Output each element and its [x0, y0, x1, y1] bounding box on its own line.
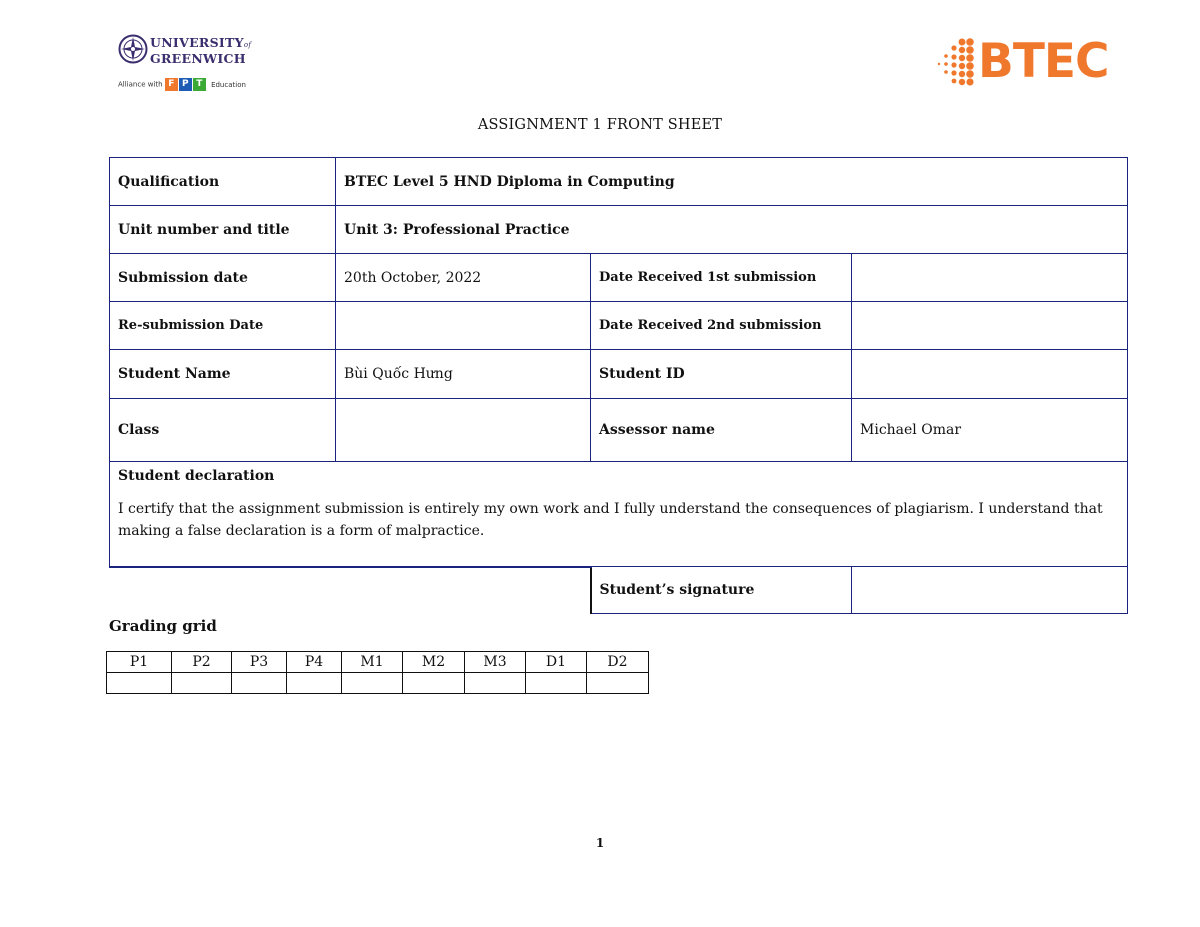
submission-date-row	[110, 254, 1128, 302]
grade-cell-d1	[526, 673, 587, 694]
grading-grid-heading: Grading grid	[109, 617, 217, 635]
assessor-label: Assessor name	[591, 399, 852, 462]
grading-header-row	[107, 652, 649, 673]
student-id-value	[852, 350, 1128, 399]
grade-header-d1: D1	[526, 652, 587, 673]
page-number: 1	[595, 836, 605, 850]
declaration-text: I certify that the assignment submission is entirely my own work and I fully understand the consequences of plagiarism. I understand that making a false declaration is a form of malpractice.	[118, 501, 1103, 539]
date-received-1-label: Date Received 1st submission	[591, 254, 852, 302]
grade-cell-p1	[107, 673, 172, 694]
declaration-row	[110, 462, 1128, 567]
grade-cell-p3	[232, 673, 287, 694]
grade-header-d2: D2	[587, 652, 649, 673]
grading-value-row	[107, 673, 649, 694]
grade-header-p4: P4	[287, 652, 342, 673]
class-label: Class	[110, 399, 336, 462]
submission-date-value: 20th October, 2022	[336, 254, 591, 302]
grade-cell-d2	[587, 673, 649, 694]
grading-grid-table	[106, 651, 649, 694]
qualification-row	[110, 158, 1128, 206]
unit-label: Unit number and title	[110, 206, 336, 254]
front-sheet-table	[109, 157, 1128, 614]
declaration-cell	[110, 462, 1128, 567]
student-id-label: Student ID	[591, 350, 852, 399]
grade-header-p3: P3	[232, 652, 287, 673]
grade-header-p2: P2	[172, 652, 232, 673]
student-name-value: Bùi Quốc Hưng	[336, 350, 591, 399]
university-of-greenwich-logo	[118, 34, 252, 92]
signature-label: Student’s signature	[591, 567, 852, 614]
qualification-value: BTEC Level 5 HND Diploma in Computing	[336, 158, 1128, 206]
date-received-2-value	[852, 302, 1128, 350]
signature-value	[852, 567, 1128, 614]
class-value	[336, 399, 591, 462]
declaration-title: Student declaration	[118, 468, 275, 484]
compass-seal-icon	[118, 34, 148, 64]
assessor-value: Michael Omar	[852, 399, 1128, 462]
resubmission-value	[336, 302, 591, 350]
date-received-2-label: Date Received 2nd submission	[591, 302, 852, 350]
university-name: UNIVERSITYof GREENWICH	[150, 35, 252, 66]
grade-header-m3: M3	[465, 652, 526, 673]
student-name-label: Student Name	[110, 350, 336, 399]
fpt-letter-t: T	[193, 78, 206, 91]
resubmission-label: Re-submission Date	[110, 302, 336, 350]
dot-pattern-icon	[936, 36, 976, 88]
student-row	[110, 350, 1128, 399]
unit-value: Unit 3: Professional Practice	[336, 206, 1128, 254]
signature-spacer	[110, 567, 591, 614]
unit-row	[110, 206, 1128, 254]
fpt-letter-f: F	[165, 78, 178, 91]
fpt-letter-p: P	[179, 78, 192, 91]
grade-cell-m2	[403, 673, 465, 694]
signature-row	[110, 567, 1128, 614]
document-title: ASSIGNMENT 1 FRONT SHEET	[477, 117, 723, 133]
class-row	[110, 399, 1128, 462]
qualification-label: Qualification	[110, 158, 336, 206]
date-received-1-value	[852, 254, 1128, 302]
grade-cell-m3	[465, 673, 526, 694]
grade-header-m2: M2	[403, 652, 465, 673]
btec-logo	[936, 32, 1122, 94]
btec-wordmark: BTEC	[978, 34, 1109, 89]
alliance-line: Alliance with F P T Education	[118, 79, 246, 89]
grade-header-m1: M1	[342, 652, 403, 673]
grade-cell-p2	[172, 673, 232, 694]
submission-date-label: Submission date	[110, 254, 336, 302]
resubmission-row	[110, 302, 1128, 350]
grade-header-p1: P1	[107, 652, 172, 673]
grade-cell-p4	[287, 673, 342, 694]
grade-cell-m1	[342, 673, 403, 694]
